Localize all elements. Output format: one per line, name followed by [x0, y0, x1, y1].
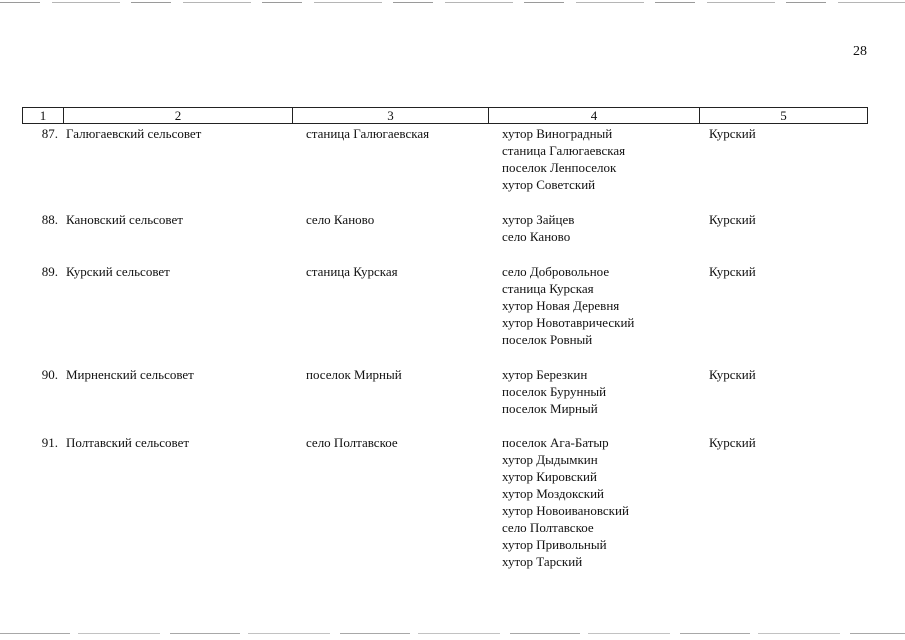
scan-edge-bottom — [0, 633, 905, 634]
district-name: Курский — [709, 126, 756, 141]
settlement-item: хутор Зайцев — [502, 212, 575, 227]
row-number: 89. — [41, 264, 58, 279]
scan-edge-top — [0, 2, 905, 3]
table-row — [22, 211, 868, 245]
administrative-center: станица Курская — [306, 264, 398, 279]
row-number: 88. — [41, 212, 58, 227]
settlement-item: хутор Дыдымкин — [502, 452, 598, 467]
municipality-name: Галюгаевский сельсовет — [66, 126, 202, 141]
settlement-item: поселок Ленпоселок — [502, 160, 617, 175]
settlements-list — [494, 211, 705, 245]
district-name: Курский — [709, 264, 756, 279]
district-name: Курский — [709, 367, 756, 382]
table-row — [22, 263, 868, 348]
header-col-3: 3 — [293, 108, 489, 123]
settlement-item: станица Галюгаевская — [502, 143, 626, 158]
settlements-list — [494, 366, 705, 417]
administrative-center: поселок Мирный — [306, 367, 402, 382]
header-col-5: 5 — [780, 108, 787, 123]
settlements-list — [494, 263, 705, 348]
table-row — [22, 125, 868, 193]
settlement-item: хутор Новотаврический — [502, 315, 635, 330]
district-name: Курский — [709, 435, 756, 450]
settlement-item: поселок Мирный — [502, 401, 598, 416]
administrative-center: село Полтавское — [306, 435, 398, 450]
settlement-item: станица Курская — [502, 281, 594, 296]
settlement-item: поселок Ага-Батыр — [502, 435, 609, 450]
administrative-center: село Каново — [306, 212, 375, 227]
settlements-list — [494, 125, 705, 193]
settlement-item: хутор Привольный — [502, 537, 607, 552]
header-col-4: 4 — [489, 108, 700, 123]
municipality-name: Курский сельсовет — [66, 264, 170, 279]
municipality-name: Полтавский сельсовет — [66, 435, 190, 450]
table-row — [22, 434, 868, 570]
row-number: 91. — [41, 435, 58, 450]
municipality-name: Мирненский сельсовет — [66, 367, 194, 382]
settlements-list — [494, 434, 705, 570]
administrative-center: станица Галюгаевская — [306, 126, 430, 141]
settlement-item: хутор Советский — [502, 177, 596, 192]
municipality-name: Кановский сельсовет — [66, 212, 183, 227]
settlement-item: хутор Виноградный — [502, 126, 613, 141]
settlement-item: хутор Тарский — [502, 554, 583, 569]
settlement-item: село Добровольное — [502, 264, 610, 279]
settlement-item: хутор Новая Деревня — [502, 298, 620, 313]
settlement-item: хутор Новоивановский — [502, 503, 629, 518]
settlement-item: хутор Березкин — [502, 367, 588, 382]
row-number: 90. — [41, 367, 58, 382]
settlement-item: хутор Кировский — [502, 469, 597, 484]
settlement-item: село Каново — [502, 229, 571, 244]
settlement-item: село Полтавское — [502, 520, 594, 535]
table-row — [22, 366, 868, 417]
district-name: Курский — [709, 212, 756, 227]
table-header — [22, 107, 868, 124]
row-number: 87. — [41, 126, 58, 141]
settlement-item: хутор Моздокский — [502, 486, 605, 501]
settlement-item: поселок Бурунный — [502, 384, 607, 399]
page-number: 28 — [853, 44, 867, 59]
header-col-2: 2 — [64, 108, 293, 123]
settlement-item: поселок Ровный — [502, 332, 593, 347]
header-col-1: 1 — [23, 108, 64, 123]
